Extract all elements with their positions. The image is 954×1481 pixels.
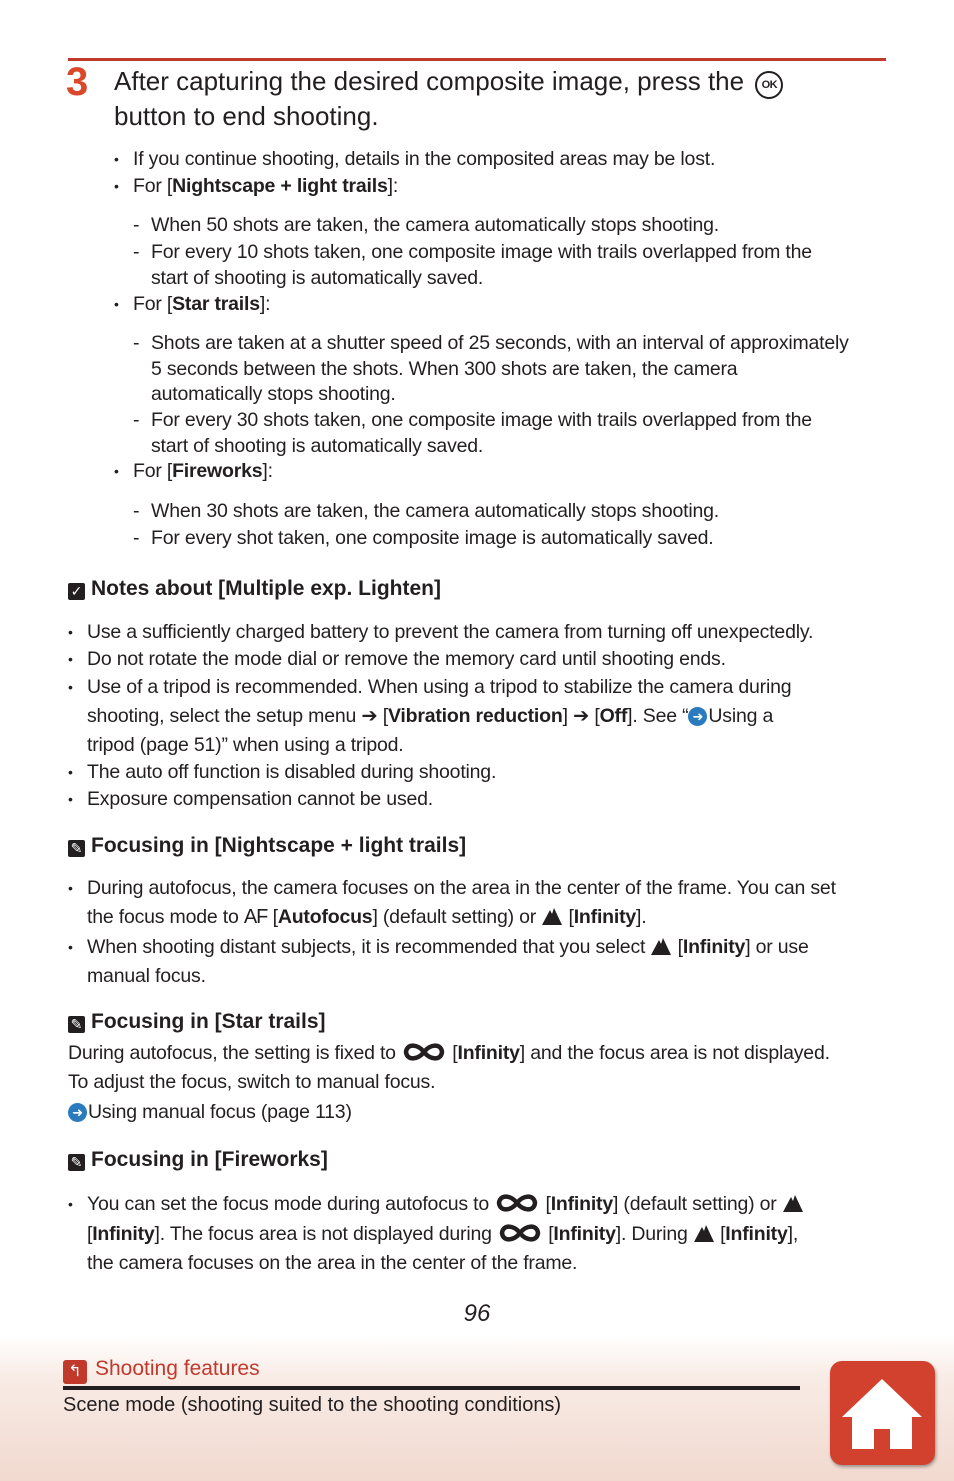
bullet-dot: • bbox=[114, 178, 119, 194]
infinity-icon bbox=[401, 1040, 447, 1064]
link-arrow-icon: ➜ bbox=[688, 707, 707, 726]
mountain-icon bbox=[650, 936, 672, 956]
step-bullet-2-dash-2-line-1: For every 10 shots taken, one composite image with trails overlapped from the bbox=[151, 241, 812, 263]
dash-marker: - bbox=[133, 409, 140, 431]
section-link[interactable]: ↰ Shooting features bbox=[63, 1356, 260, 1382]
bullet-dot: • bbox=[68, 764, 73, 780]
note-5: Exposure compensation cannot be used. bbox=[87, 788, 433, 810]
pencil-icon: ✎ bbox=[68, 840, 85, 857]
pencil-icon: ✎ bbox=[68, 1154, 85, 1171]
bullet-dot: • bbox=[114, 151, 119, 167]
mountain-icon bbox=[541, 906, 563, 926]
step-heading: After capturing the desired composite image, press the OK button to end shooting. bbox=[114, 64, 783, 133]
step-bullet-4-dash-1: When 30 shots are taken, the camera automatically stops shooting. bbox=[151, 500, 719, 522]
footer-rule bbox=[63, 1386, 800, 1390]
mountain-icon bbox=[782, 1193, 804, 1213]
step-bullet-3-dash-2-line-1: For every 30 shots taken, one composite image with trails overlapped from the bbox=[151, 409, 812, 431]
focus-fireworks-heading: ✎ Focusing in [Fireworks] bbox=[68, 1146, 328, 1174]
infinity-icon bbox=[497, 1221, 543, 1245]
note-2: Do not rotate the mode dial or remove the memory card until shooting ends. bbox=[87, 648, 726, 670]
focus-fireworks-line-3: the camera focuses on the area in the center of the frame. bbox=[87, 1252, 578, 1274]
focus-nightscape-p2-line-2: manual focus. bbox=[87, 965, 206, 987]
focus-nightscape-heading: ✎ Focusing in [Nightscape + light trails] bbox=[68, 832, 466, 860]
note-1: Use a sufficiently charged battery to prevent the camera from turning off unexpectedly. bbox=[87, 621, 814, 643]
mountain-icon bbox=[693, 1223, 715, 1243]
step-bullet-3-dash-1-line-3: automatically stops shooting. bbox=[151, 383, 396, 405]
pencil-icon: ✎ bbox=[68, 1016, 85, 1033]
focus-star-line-1: During autofocus, the setting is fixed to [Infinity] and the focus area is not displayed. bbox=[68, 1042, 830, 1064]
step-bullet-2-dash-1: When 50 shots are taken, the camera automatically stops shooting. bbox=[151, 214, 719, 236]
step-number: 3 bbox=[66, 60, 89, 104]
dash-marker: - bbox=[133, 214, 140, 236]
arrow-right-icon: ➔ bbox=[573, 705, 590, 727]
notes-heading: ✓ Notes about [Multiple exp. Lighten] bbox=[68, 575, 441, 603]
infinity-icon bbox=[494, 1191, 540, 1215]
manual-focus-link[interactable]: ➜ Using manual focus (page 113) bbox=[68, 1098, 352, 1127]
step-bullet-4: For [Fireworks]: bbox=[133, 460, 273, 482]
dash-marker: - bbox=[133, 527, 140, 549]
note-3-line-3: tripod (page 51)” when using a tripod. bbox=[87, 734, 404, 756]
focus-fireworks-line-1: You can set the focus mode during autofocus to [Infinity] (default setting) or bbox=[87, 1190, 804, 1219]
step-bullet-1: If you continue shooting, details in the composited areas may be lost. bbox=[133, 148, 716, 170]
focus-nightscape-p1-line-2: the focus mode to AF [Autofocus] (default setting) or [Infinity]. bbox=[87, 906, 647, 928]
ok-button-icon: OK bbox=[755, 71, 783, 99]
checkmark-icon: ✓ bbox=[68, 583, 85, 600]
bullet-dot: • bbox=[114, 296, 119, 312]
bullet-dot: • bbox=[68, 624, 73, 640]
bullet-dot: • bbox=[68, 651, 73, 667]
page-number: 96 bbox=[463, 1300, 491, 1327]
focus-fireworks-line-2: [Infinity]. The focus area is not displayed during [Infinity]. During [Infinity], bbox=[87, 1223, 799, 1245]
focus-star-line-2: To adjust the focus, switch to manual focus. bbox=[68, 1071, 436, 1093]
home-button[interactable] bbox=[830, 1361, 935, 1465]
step-bullet-3-dash-2-line-2: start of shooting is automatically saved. bbox=[151, 435, 484, 457]
dash-marker: - bbox=[133, 332, 140, 354]
bullet-dot: • bbox=[68, 679, 73, 695]
step-bullet-3-dash-1-line-1: Shots are taken at a shutter speed of 25 seconds, with an interval of approximately bbox=[151, 332, 849, 354]
focus-nightscape-p1-line-1: During autofocus, the camera focuses on the area in the center of the frame. You can set bbox=[87, 877, 836, 899]
note-3-line-2: shooting, select the setup menu ➔ [Vibration reduction] ➔ [Off]. See “ ➜ Using a bbox=[87, 705, 774, 727]
tripod-link[interactable]: Using a bbox=[708, 705, 774, 727]
bullet-dot: • bbox=[114, 463, 119, 479]
bullet-dot: • bbox=[68, 880, 73, 896]
step-bullet-4-dash-2: For every shot taken, one composite image is automatically saved. bbox=[151, 527, 714, 549]
arrow-right-icon: ➔ bbox=[361, 705, 378, 727]
link-arrow-icon: ➜ bbox=[68, 1103, 87, 1122]
bullet-dot: • bbox=[68, 791, 73, 807]
step-bullet-3-dash-1-line-2: 5 seconds between the shots. When 300 shots are taken, the camera bbox=[151, 358, 738, 380]
footer-subsection: Scene mode (shooting suited to the shooting conditions) bbox=[63, 1394, 562, 1416]
note-4: The auto off function is disabled during shooting. bbox=[87, 761, 497, 783]
dash-marker: - bbox=[133, 500, 140, 522]
dash-marker: - bbox=[133, 241, 140, 263]
bullet-dot: • bbox=[68, 939, 73, 955]
step-bullet-2: For [Nightscape + light trails]: bbox=[133, 175, 399, 197]
focus-star-heading: ✎ Focusing in [Star trails] bbox=[68, 1008, 326, 1036]
return-arrow-icon: ↰ bbox=[63, 1360, 87, 1384]
step-bullet-2-dash-2-line-2: start of shooting is automatically saved. bbox=[151, 267, 484, 289]
focus-nightscape-p2-line-1: When shooting distant subjects, it is recommended that you select [Infinity] or use bbox=[87, 936, 809, 958]
home-icon bbox=[830, 1361, 935, 1465]
step-rule bbox=[68, 58, 886, 61]
note-3-line-1: Use of a tripod is recommended. When using a tripod to stabilize the camera during bbox=[87, 676, 792, 698]
bullet-dot: • bbox=[68, 1196, 73, 1212]
step-bullet-3: For [Star trails]: bbox=[133, 293, 271, 315]
af-icon: AF bbox=[243, 906, 268, 928]
